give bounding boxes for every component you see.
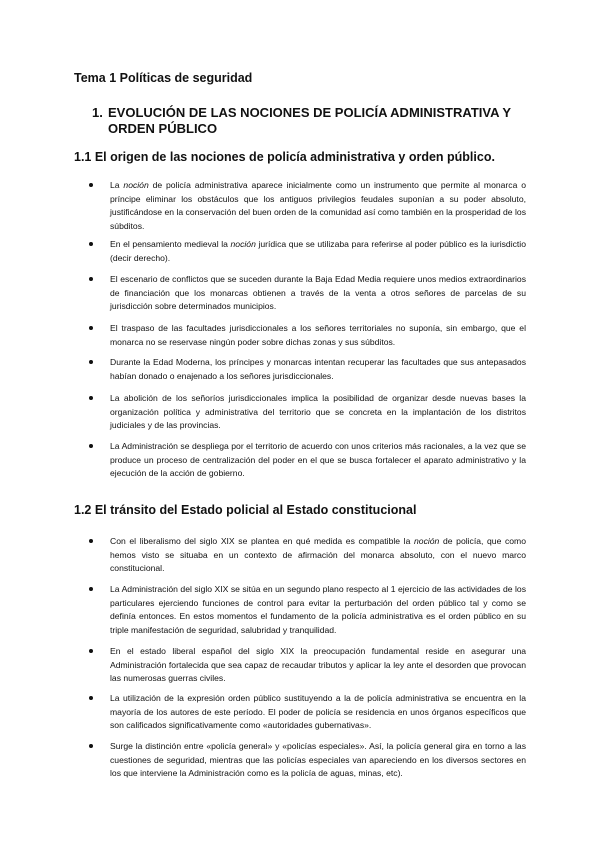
paragraph-text: La utilización de la expresión orden público sustituyendo a la de policía administrativa se encuentra en la mayoría de los autores de este período. El poder de policía se residencia en unos órganos específicos que son calificados significativamente como «autoridades gubernativas». xyxy=(110,693,526,731)
bullet-icon xyxy=(89,396,93,400)
bullet-icon xyxy=(89,696,93,700)
paragraph-text: La noción de policía administrativa aparece inicialmente como un instrumento que permite al monarca o príncipe eliminar los obstáculos que los antiguos privilegios feudales suponían a su poder absoluto, justificándose en la conservación del buen orden de la comunidad así como también en la prosperidad de los súbditos. xyxy=(110,180,526,231)
paragraph-text: Durante la Edad Moderna, los príncipes y monarcas intentan recuperar las facultades que sus antepasados habían donado o enajenado a los señores jurisdiccionales. xyxy=(110,357,526,381)
paragraph-text: En el estado liberal español del siglo XIX la preocupación fundamental reside en asegurar una Administración fortalecida que sea capaz de recaudar tributos y aplicar la ley ante el desorden que provocan las numerosas guerras civiles. xyxy=(110,646,526,684)
bullet-icon xyxy=(89,242,93,246)
heading-1 xyxy=(92,105,532,137)
section-1-2-heading: 1.2 El tránsito del Estado policial al Estado constitucional xyxy=(74,503,417,517)
paragraph-text: La Administración del siglo XIX se sitúa en un segundo plano respecto al 1 ejercicio de las actividades de los particulares ejerciendo funciones de control para evitar la perturbación del orden público tal y como se definía entonces. En estos momentos el fundamento de la policía administrativa es el orden público en su triple manifestación de seguridad, salubridad y tranquilidad. xyxy=(110,584,526,635)
paragraph-text: El traspaso de las facultades jurisdiccionales a los señores territoriales no suponía, sin embargo, que el monarca no se reservase ningún poder sobre dichas zonas y sus súbditos. xyxy=(110,323,526,347)
bullet-icon xyxy=(89,444,93,448)
bullet-icon xyxy=(89,744,93,748)
bullet-icon xyxy=(89,277,93,281)
heading-1-text: EVOLUCIÓN DE LAS NOCIONES DE POLICÍA ADMINISTRATIVA Y ORDEN PÚBLICO xyxy=(108,105,511,136)
document-title: Tema 1 Políticas de seguridad xyxy=(74,71,253,85)
paragraph-text: En el pensamiento medieval la noción jurídica que se utilizaba para referirse al poder público es la iurisdictio (decir derecho). xyxy=(110,239,526,263)
bullet-icon xyxy=(89,360,93,364)
emphasized-term: noción xyxy=(414,536,440,546)
heading-1-number: 1. xyxy=(92,105,103,120)
paragraph-text: El escenario de conflictos que se suceden durante la Baja Edad Media requiere unos medios extraordinarios de financiación que los monarcas obtienen a través de la venta a otros señores de parcelas de su jurisdicción sobre determinados municipios. xyxy=(110,274,526,312)
emphasized-term: noción xyxy=(123,180,149,190)
paragraph-text: Surge la distinción entre «policía general» y «policías especiales». Así, la policía general gira en torno a las cuestiones de seguridad, mientras que las policías especiales van apareciendo en los diversos sectores en los que interviene la Administración como es la policía de aguas, minas, etc). xyxy=(110,741,526,779)
bullet-icon xyxy=(89,183,93,187)
paragraph-text: La Administración se despliega por el territorio de acuerdo con unos criterios más racionales, a la vez que se produce un proceso de centralización del poder en el que se busca fortalecer el aparato administrativo y la ejecución de la acción de gobierno. xyxy=(110,441,526,479)
bullet-icon xyxy=(89,539,93,543)
paragraph-text: Con el liberalismo del siglo XIX se plantea en qué medida es compatible la noción de policía, que como hemos visto se situaba en un contexto de afirmación del monarca absoluto, con el nuevo marco constitucional. xyxy=(110,536,527,574)
bullet-icon xyxy=(89,587,93,591)
emphasized-term: noción xyxy=(230,239,256,249)
section-1-1-heading: 1.1 El origen de las nociones de policía administrativa y orden público. xyxy=(74,150,495,164)
paragraph-text: La abolición de los señoríos jurisdiccionales implica la posibilidad de organizar desde nuevas bases la organización política y administrativa del territorio que se concreta en la implantación de los distritos judiciales y de las provincias. xyxy=(110,393,526,431)
bullet-icon xyxy=(89,326,93,330)
bullet-icon xyxy=(89,649,93,653)
